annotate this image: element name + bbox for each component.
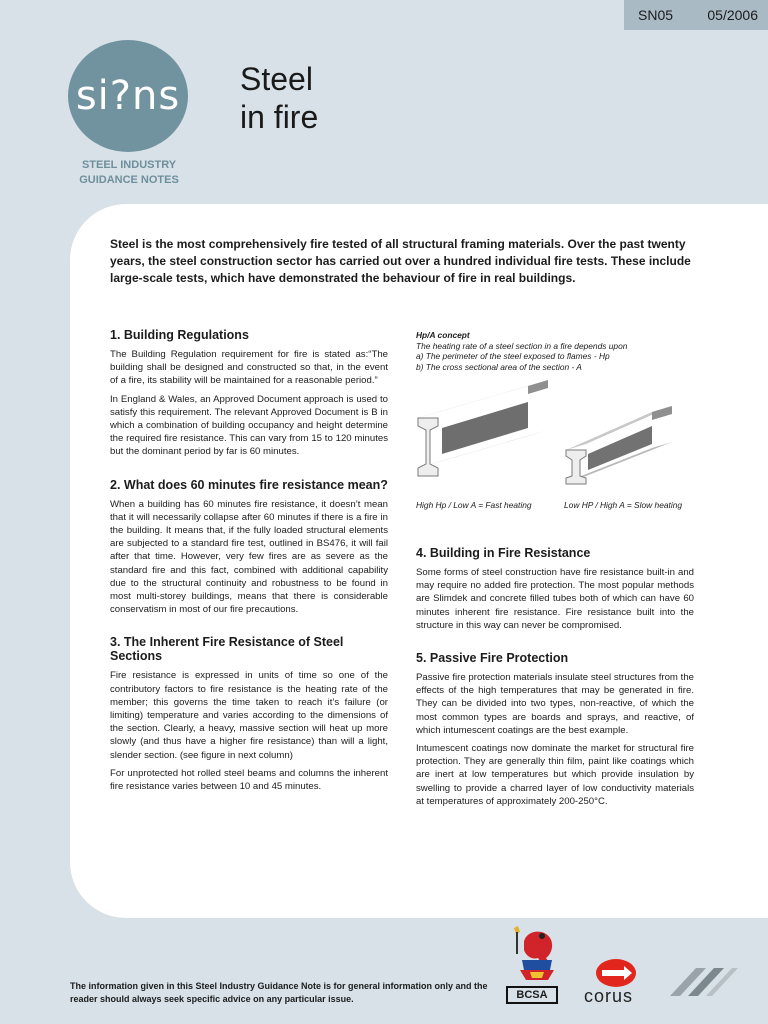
section-3-paragraph-2: For unprotected hot rolled steel beams and columns the inherent fire resistance varies between 10 and 45 minutes. xyxy=(110,767,388,793)
section-4-heading: 4. Building in Fire Resistance xyxy=(416,546,591,560)
left-column xyxy=(110,328,388,798)
section-5-paragraph-1: Passive fire protection materials insulate steel structures from the effects of the high temperatures that may be generated in fire. They can be divided into two types, non-reactive, of which the most common types are boards and sprays, and reactive, of which intumescent coatings are the best example. xyxy=(416,672,694,736)
corus-logo-text: corus xyxy=(584,986,634,1006)
document-code: SN05 xyxy=(638,7,674,23)
logo-subtitle-line2: GUIDANCE NOTES xyxy=(79,174,179,186)
document-code-bar xyxy=(624,0,768,30)
section-1-paragraph-2: In England & Wales, an Approved Document approach is used to satisfy this requirement. The relevant Approved Document is B in which a combination of building occupancy and height determine the required fire resistance. This can vary from 15 to 120 minutes but the dominant period by far is 60 minutes. xyxy=(110,393,388,458)
logo-subtitle-line1: STEEL INDUSTRY xyxy=(81,159,177,171)
section-1-paragraph-1: The Building Regulation requirement for fire is stated as:“The building shall be designed and constructed so that, in the event of a fire, its stability will be maintained for a reasonable period.” xyxy=(110,349,388,387)
section-3-heading: 3. The Inherent Fire Resistance of Steel Sections xyxy=(110,635,344,664)
title-line2: in fire xyxy=(240,99,319,135)
section-2-heading: 2. What does 60 minutes fire resistance mean? xyxy=(110,477,388,492)
figure-line-3: b) The cross sectional area of the section - A xyxy=(416,361,582,372)
section-3-paragraph-1: Fire resistance is expressed in units of time so one of the contributory factors to fire resistance is the heating rate of the member; this governs the time taken to reach it’s failure (or limiting) temperature and varies according to the dimensions of the section. Clearly, a heavy, massive section will heat up more slowly (and thus have a higher fire resistance) than will a light, slender section. (see figure in next column) xyxy=(110,670,388,761)
figure-line-2: a) The perimeter of the steel exposed to flames - Hp xyxy=(416,351,610,361)
page-title xyxy=(240,60,318,136)
document-date: 05/2006 xyxy=(707,7,758,23)
section-1-heading: 1. Building Regulations xyxy=(110,328,249,342)
figure-line-1: The heating rate of a steel section in a fire depends upon xyxy=(416,340,628,351)
intro-paragraph: Steel is the most comprehensively fire tested of all structural framing materials. Over the past twenty years, the steel construction sector has carried out over a hundred individual fire tests. These include large-scale tests, which have demonstrated the behaviour of fire in real buildings. xyxy=(110,237,691,285)
steel-beam-illustration xyxy=(410,370,710,496)
bcsa-crest-icon xyxy=(504,924,560,986)
small-beam-icon xyxy=(566,406,672,484)
large-beam-icon xyxy=(418,380,548,476)
logo-text: si?ns xyxy=(75,73,181,119)
caption-slow-heating: Low HP / High A = Slow heating xyxy=(564,500,683,510)
section-2-paragraph-1: When a building has 60 minutes fire resistance, it doesn’t mean that it will necessarily collapse after 60 minutes if there is a fire in the building. It means that, if the fully loaded structural elements are subjected to a standard fire test, outlined in BS476, it will fail after that time. However, very few fires are as severe as the standard fire and this fact, combined with additional capability due to the structural continuity and robustness to be found in most multi-storey buildings, means that there is considerable conservatism in most of our fire precautions. xyxy=(110,498,388,616)
caption-fast-heating: High Hp / Low A = Fast heating xyxy=(416,500,532,510)
section-5-heading: 5. Passive Fire Protection xyxy=(416,651,569,666)
hpa-figure-text xyxy=(416,330,696,372)
title-line1: Steel xyxy=(240,61,313,97)
right-column xyxy=(416,546,694,813)
bcsa-logo: BCSA xyxy=(506,986,558,1004)
logo-subtitle xyxy=(64,158,194,188)
section-5-paragraph-2: Intumescent coatings now dominate the market for structural fire protection. They are generally thin film, paint like coatings which are inert at low temperatures but which provide insulation by swelling to provide a charred layer of low conductivity materials at temperatures of approximately 200-250°C. xyxy=(416,743,694,807)
steel-construction-logo-icon xyxy=(666,962,742,1002)
section-4-paragraph-1: Some forms of steel construction have fire resistance built-in and may require no added fire protection. The most popular methods are Slimdek and concrete filled tubes both of which can have 60 minutes inherent fire resistance. Fire resistance built into the structure in this way can never be compromised. xyxy=(416,567,694,631)
signs-logo xyxy=(68,40,188,152)
footer-disclaimer: The information given in this Steel Industry Guidance Note is for general information only and the reader should always seek specific advice on any particular issue. xyxy=(70,981,488,1004)
figure-heading: Hp/A concept xyxy=(416,330,470,340)
corus-mark-icon xyxy=(594,958,638,988)
